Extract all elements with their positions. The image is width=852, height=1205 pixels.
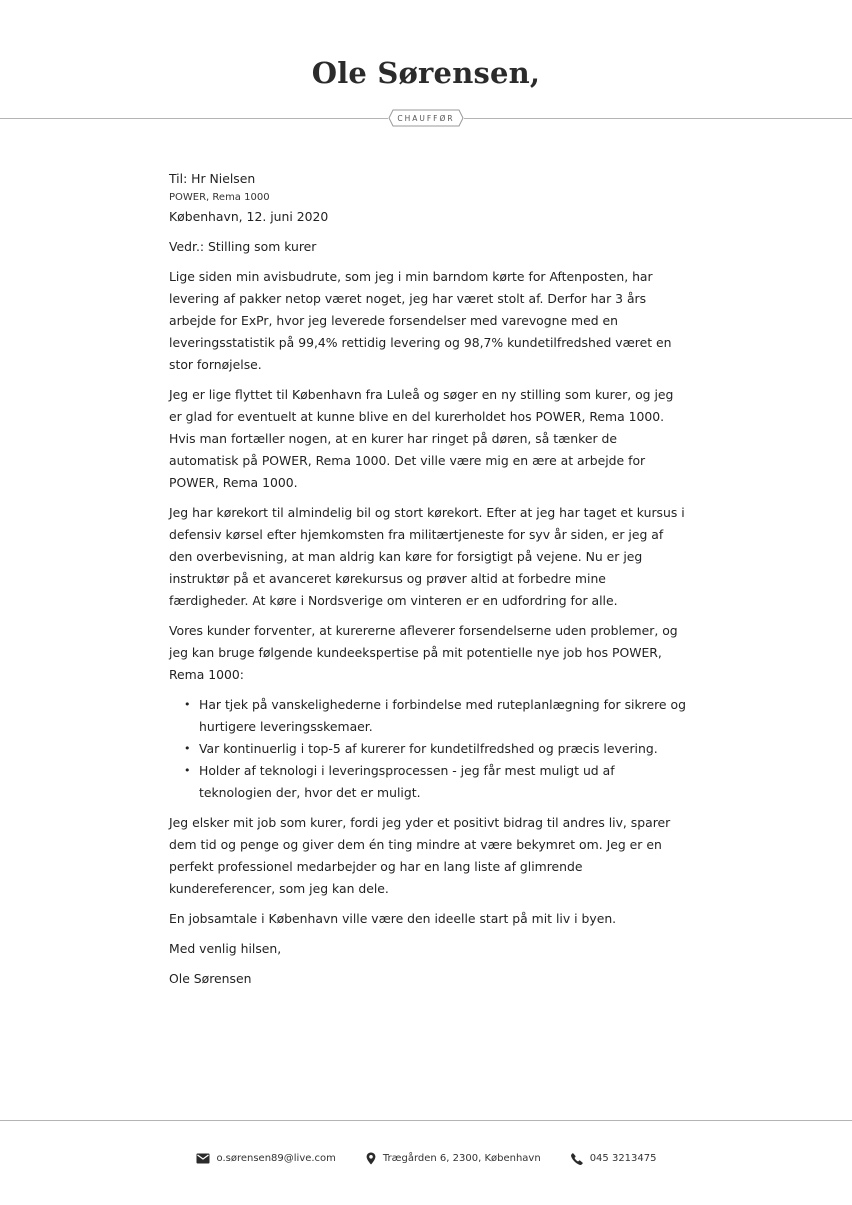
footer-divider <box>0 1120 852 1121</box>
list-item: • Holder af teknologi i leveringsprocessen - jeg får mest muligt ud af teknologien der, hvor det er muligt. <box>199 760 689 804</box>
phone-text: 045 3213475 <box>589 1153 657 1164</box>
skills-list <box>169 694 689 804</box>
envelope-icon <box>196 1153 210 1164</box>
address-text: Trægården 6, 2300, København <box>382 1153 541 1164</box>
paragraph: Lige siden min avisbudrute, som jeg i min barndom kørte for Aftenposten, har levering af pakker netop været noget, jeg har været stolt af. Derfor har 3 års arbejde for ExPr, hvor jeg leverede forsendelser med varevogne med en leveringsstatistik på 99,4% rettidig levering og 98,7% kundetilfredshed været en stor fornøjelse. <box>169 269 672 372</box>
phone-contact[interactable] <box>571 1153 657 1165</box>
closing: Med venlig hilsen, <box>169 941 282 956</box>
contact-footer <box>0 1152 852 1165</box>
recipient-company: POWER, Rema 1000 <box>169 192 270 203</box>
list-item: • Var kontinuerlig i top-5 af kurerer for kundetilfredshed og præcis levering. <box>199 738 689 760</box>
job-title: CHAUFFØR <box>397 113 455 123</box>
list-item: • Har tjek på vanskelighederne i forbindelse med ruteplanlægning for sikrere og hurtigere leveringsskemaer. <box>199 694 689 738</box>
recipient-name: Til: Hr Nielsen <box>169 171 256 186</box>
paragraph: Jeg elsker mit job som kurer, fordi jeg yder et positivt bidrag til andres liv, sparer dem tid og penge og giver dem én ting mindre at være bekymret om. Jeg er en perfekt professionel medarbejder og har en lang liste af glimrende kundereferencer, som jeg kan dele. <box>169 815 671 896</box>
paragraph: Vores kunder forventer, at kurererne afleverer forsendelserne uden problemer, og jeg kan bruge følgende kundeekspertise på mit potentielle nye job hos POWER, Rema 1000: <box>169 623 678 682</box>
job-title-badge <box>388 109 464 127</box>
signature: Ole Sørensen <box>169 971 252 986</box>
phone-icon <box>571 1153 583 1165</box>
map-pin-icon <box>366 1152 376 1165</box>
applicant-name: Ole Sørensen, <box>311 56 541 90</box>
address-contact <box>366 1152 541 1165</box>
paragraph: En jobsamtale i København ville være den ideelle start på mit liv i byen. <box>169 911 617 926</box>
email-contact[interactable] <box>196 1153 336 1164</box>
paragraph: Jeg er lige flyttet til København fra Luleå og søger en ny stilling som kurer, og jeg er glad for eventuelt at kunne blive en del kurerholdet hos POWER, Rema 1000. Hvis man fortæller nogen, at en kurer har ringet på døren, så tænker de automatisk på POWER, Rema 1000. Det ville være mig en ære at arbejde for POWER, Rema 1000. <box>169 387 674 490</box>
paragraph: Jeg har kørekort til almindelig bil og stort kørekort. Efter at jeg har taget et kursus i defensiv kørsel efter hjemkomsten fra militærtjeneste for syv år siden, er jeg af den overbevisning, at man aldrig kan køre for forsigtigt på vejene. Nu er jeg instruktør på et avanceret kørekursus og prøver altid at forbedre mine færdigheder. At køre i Nordsverige om vinteren er en udfordring for alle. <box>169 505 685 608</box>
letter-date: København, 12. juni 2020 <box>169 209 329 224</box>
letter-subject: Vedr.: Stilling som kurer <box>169 239 317 254</box>
letter-body <box>169 168 689 990</box>
email-text: o.sørensen89@live.com <box>216 1153 336 1164</box>
